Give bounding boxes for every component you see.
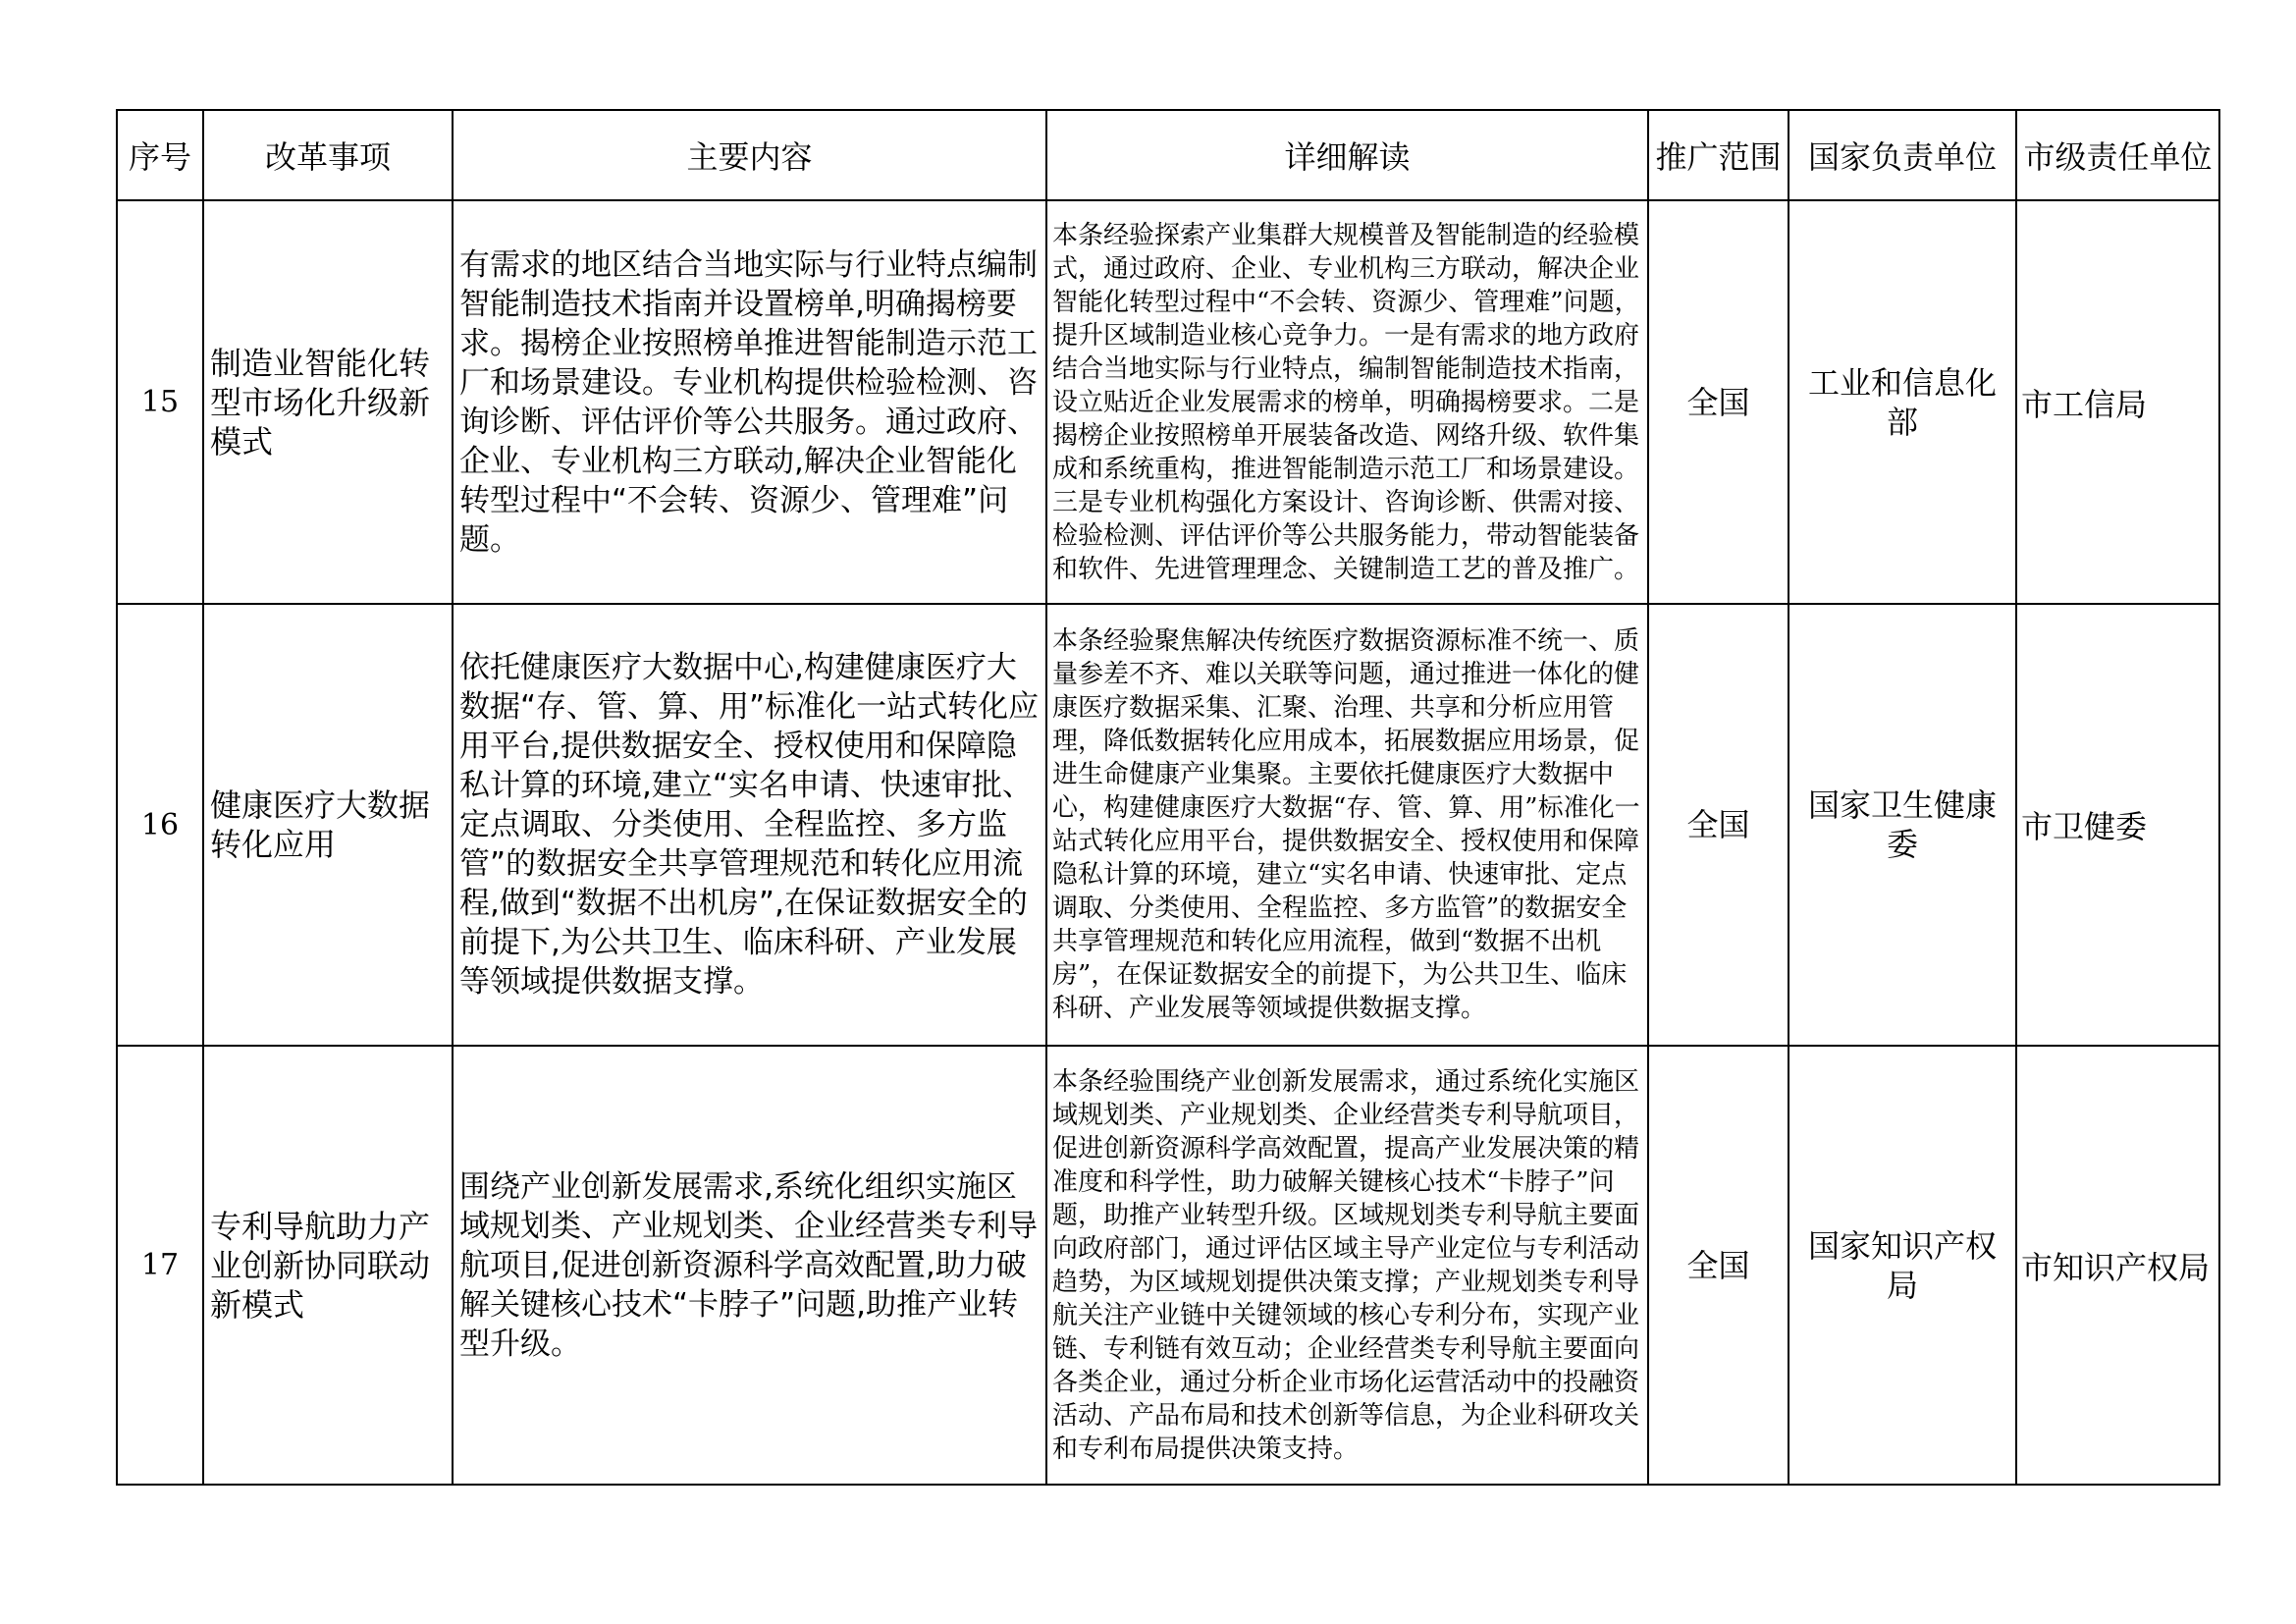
reform-item: 健康医疗大数据转化应用 bbox=[203, 604, 453, 1046]
header-item: 改革事项 bbox=[203, 110, 453, 200]
header-city: 市级责任单位 bbox=[2016, 110, 2219, 200]
header-detail: 详细解读 bbox=[1046, 110, 1648, 200]
header-content: 主要内容 bbox=[453, 110, 1046, 200]
table-row bbox=[117, 1046, 2219, 1485]
table-row bbox=[117, 604, 2219, 1046]
main-content: 围绕产业创新发展需求,系统化组织实施区域规划类、产业规划类、企业经营类专利导航项目,促进创新资源科学高效配置,助力破解关键核心技术“卡脖子”问题,助推产业转型升级。 bbox=[453, 1046, 1046, 1485]
header-scope: 推广范围 bbox=[1648, 110, 1789, 200]
row-number: 16 bbox=[117, 604, 203, 1046]
city-unit: 市知识产权局 bbox=[2016, 1046, 2219, 1485]
header-national: 国家负责单位 bbox=[1789, 110, 2016, 200]
city-unit: 市卫健委 bbox=[2016, 604, 2219, 1046]
row-number: 17 bbox=[117, 1046, 203, 1485]
national-unit: 工业和信息化部 bbox=[1789, 200, 2016, 604]
promotion-scope: 全国 bbox=[1648, 604, 1789, 1046]
promotion-scope: 全国 bbox=[1648, 1046, 1789, 1485]
national-unit: 国家卫生健康委 bbox=[1789, 604, 2016, 1046]
city-unit: 市工信局 bbox=[2016, 200, 2219, 604]
reform-table bbox=[116, 109, 2220, 1486]
detailed-interpretation: 本条经验聚焦解决传统医疗数据资源标准不统一、质量参差不齐、难以关联等问题，通过推进一体化的健康医疗数据采集、汇聚、治理、共享和分析应用管理，降低数据转化应用成本，拓展数据应用场景，促进生命健康产业集聚。主要依托健康医疗大数据中心，构建健康医疗大数据“存、管、算、用”标准化一站式转化应用平台，提供数据安全、授权使用和保障隐私计算的环境，建立“实名申请、快速审批、定点调取、分类使用、全程监控、多方监管”的数据安全共享管理规范和转化应用流程，做到“数据不出机房”，在保证数据安全的前提下，为公共卫生、临床科研、产业发展等领域提供数据支撑。 bbox=[1046, 604, 1648, 1046]
header-no: 序号 bbox=[117, 110, 203, 200]
table-row bbox=[117, 200, 2219, 604]
main-content: 依托健康医疗大数据中心,构建健康医疗大数据“存、管、算、用”标准化一站式转化应用平台,提供数据安全、授权使用和保障隐私计算的环境,建立“实名申请、快速审批、定点调取、分类使用、全程监控、多方监管”的数据安全共享管理规范和转化应用流程,做到“数据不出机房”,在保证数据安全的前提下,为公共卫生、临床科研、产业发展等领域提供数据支撑。 bbox=[453, 604, 1046, 1046]
detailed-interpretation: 本条经验探索产业集群大规模普及智能制造的经验模式，通过政府、企业、专业机构三方联动，解决企业智能化转型过程中“不会转、资源少、管理难”问题，提升区域制造业核心竞争力。一是有需求的地方政府结合当地实际与行业特点，编制智能制造技术指南，设立贴近企业发展需求的榜单，明确揭榜要求。二是揭榜企业按照榜单开展装备改造、网络升级、软件集成和系统重构，推进智能制造示范工厂和场景建设。三是专业机构强化方案设计、咨询诊断、供需对接、检验检测、评估评价等公共服务能力，带动智能装备和软件、先进管理理念、关键制造工艺的普及推广。 bbox=[1046, 200, 1648, 604]
row-number: 15 bbox=[117, 200, 203, 604]
detailed-interpretation: 本条经验围绕产业创新发展需求，通过系统化实施区域规划类、产业规划类、企业经营类专利导航项目，促进创新资源科学高效配置，提高产业发展决策的精准度和科学性，助力破解关键核心技术“卡脖子”问题，助推产业转型升级。区域规划类专利导航主要面向政府部门，通过评估区域主导产业定位与专利活动趋势，为区域规划提供决策支撑；产业规划类专利导航关注产业链中关键领域的核心专利分布，实现产业链、专利链有效互动；企业经营类专利导航主要面向各类企业，通过分析企业市场化运营活动中的投融资活动、产品布局和技术创新等信息，为企业科研攻关和专利布局提供决策支持。 bbox=[1046, 1046, 1648, 1485]
reform-item: 制造业智能化转型市场化升级新模式 bbox=[203, 200, 453, 604]
promotion-scope: 全国 bbox=[1648, 200, 1789, 604]
reform-item: 专利导航助力产业创新协同联动新模式 bbox=[203, 1046, 453, 1485]
header-row bbox=[117, 110, 2219, 200]
main-content: 有需求的地区结合当地实际与行业特点编制智能制造技术指南并设置榜单,明确揭榜要求。揭榜企业按照榜单推进智能制造示范工厂和场景建设。专业机构提供检验检测、咨询诊断、评估评价等公共服务。通过政府、企业、专业机构三方联动,解决企业智能化转型过程中“不会转、资源少、管理难”问题。 bbox=[453, 200, 1046, 604]
national-unit: 国家知识产权局 bbox=[1789, 1046, 2016, 1485]
